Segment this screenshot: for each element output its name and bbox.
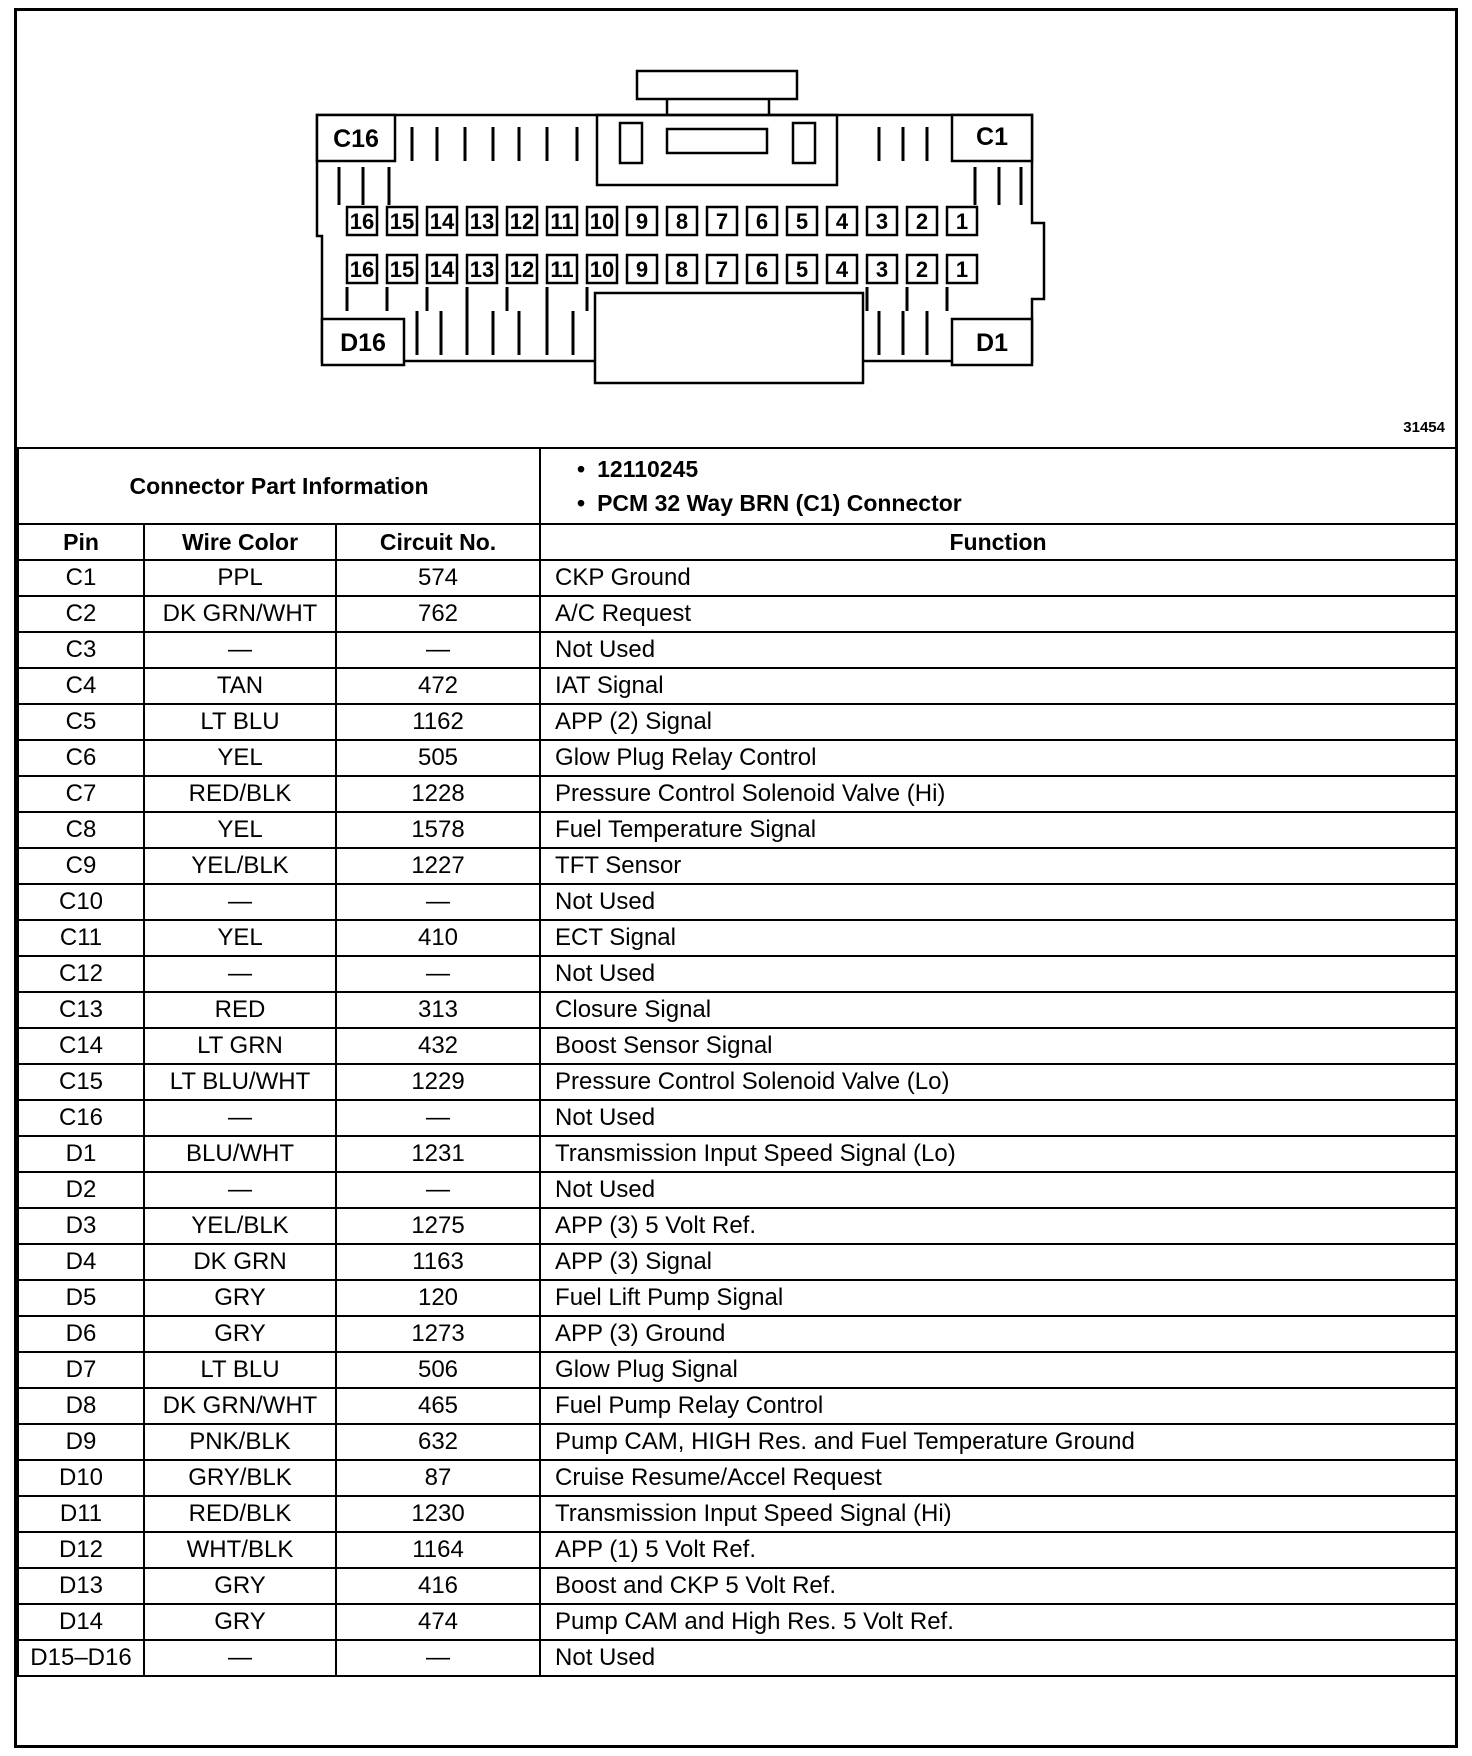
wire-color-cell: — [144, 1172, 336, 1208]
function-cell: Glow Plug Relay Control [540, 740, 1456, 776]
wire-color-cell: BLU/WHT [144, 1136, 336, 1172]
circuit-cell: 432 [336, 1028, 540, 1064]
figure-id: 31454 [1403, 419, 1445, 436]
circuit-cell: 1164 [336, 1532, 540, 1568]
c-cavity-number: 12 [509, 209, 535, 234]
wire-color-cell: LT BLU/WHT [144, 1064, 336, 1100]
circuit-cell: 1230 [336, 1496, 540, 1532]
pin-cell: D7 [18, 1352, 144, 1388]
table-row [18, 740, 1456, 776]
wire-color-cell: YEL [144, 740, 336, 776]
pin-cell: D11 [18, 1496, 144, 1532]
function-cell: Fuel Temperature Signal [540, 812, 1456, 848]
table-row [18, 776, 1456, 812]
pin-cell: D5 [18, 1280, 144, 1316]
wire-color-cell: YEL [144, 812, 336, 848]
table-row [18, 1352, 1456, 1388]
function-cell: Glow Plug Signal [540, 1352, 1456, 1388]
d-cavity-number: 9 [635, 257, 649, 282]
pin-cell: D2 [18, 1172, 144, 1208]
function-cell: Boost Sensor Signal [540, 1028, 1456, 1064]
function-cell: Not Used [540, 884, 1456, 920]
table-row [18, 1208, 1456, 1244]
function-cell: APP (3) Signal [540, 1244, 1456, 1280]
function-cell: Transmission Input Speed Signal (Lo) [540, 1136, 1456, 1172]
pin-cell: D1 [18, 1136, 144, 1172]
function-cell: Not Used [540, 956, 1456, 992]
circuit-cell: 472 [336, 668, 540, 704]
header-function: Function [540, 524, 1456, 560]
circuit-cell: 1228 [336, 776, 540, 812]
table-row [18, 632, 1456, 668]
function-cell: Transmission Input Speed Signal (Hi) [540, 1496, 1456, 1532]
table-row [18, 704, 1456, 740]
function-cell: APP (3) 5 Volt Ref. [540, 1208, 1456, 1244]
table-row [18, 812, 1456, 848]
circuit-cell: 505 [336, 740, 540, 776]
table-row [18, 992, 1456, 1028]
function-cell: APP (3) Ground [540, 1316, 1456, 1352]
table-row [18, 1460, 1456, 1496]
c-cavity-number: 16 [349, 209, 375, 234]
bullet: • [577, 490, 586, 516]
circuit-cell: — [336, 956, 540, 992]
pin-cell: C1 [18, 560, 144, 596]
d-cavity-number: 4 [835, 257, 849, 282]
c-cavity-number: 4 [835, 209, 849, 234]
function-cell: Pump CAM and High Res. 5 Volt Ref. [540, 1604, 1456, 1640]
connector-info-row [18, 448, 1456, 524]
function-cell: Fuel Pump Relay Control [540, 1388, 1456, 1424]
pin-cell: D4 [18, 1244, 144, 1280]
c-cavity-number: 11 [550, 209, 574, 234]
table-row [18, 1388, 1456, 1424]
wire-color-cell: GRY [144, 1280, 336, 1316]
circuit-cell: 410 [336, 920, 540, 956]
c-cavity-number: 6 [755, 209, 769, 234]
c-cavity-number: 1 [955, 209, 969, 234]
circuit-cell: 1273 [336, 1316, 540, 1352]
d-cavity-number: 10 [589, 257, 615, 282]
pin-cell: D10 [18, 1460, 144, 1496]
table-row [18, 1604, 1456, 1640]
circuit-cell: 416 [336, 1568, 540, 1604]
table-row [18, 1064, 1456, 1100]
wire-color-cell: PNK/BLK [144, 1424, 336, 1460]
d-cavity-number: 11 [550, 257, 574, 282]
wire-color-cell: GRY [144, 1604, 336, 1640]
pin-cell: D13 [18, 1568, 144, 1604]
circuit-cell: 87 [336, 1460, 540, 1496]
function-cell: APP (2) Signal [540, 704, 1456, 740]
table-row [18, 1100, 1456, 1136]
circuit-cell: — [336, 884, 540, 920]
circuit-cell: 762 [336, 596, 540, 632]
c-cavity-number: 14 [429, 209, 455, 234]
d-cavity-number: 1 [955, 257, 969, 282]
circuit-cell: 120 [336, 1280, 540, 1316]
circuit-cell: 632 [336, 1424, 540, 1460]
d-cavity-number: 2 [915, 257, 929, 282]
wire-color-cell: RED/BLK [144, 776, 336, 812]
pin-cell: C16 [18, 1100, 144, 1136]
wire-color-cell: YEL/BLK [144, 1208, 336, 1244]
label-d1: D1 [976, 329, 1008, 357]
function-cell: Fuel Lift Pump Signal [540, 1280, 1456, 1316]
pin-cell: C15 [18, 1064, 144, 1100]
wire-color-cell: DK GRN/WHT [144, 596, 336, 632]
table-row [18, 920, 1456, 956]
d-cavity-number: 8 [675, 257, 689, 282]
pin-cell: C11 [18, 920, 144, 956]
d-cavity-number: 15 [389, 257, 415, 282]
pin-cell: C8 [18, 812, 144, 848]
circuit-cell: 1275 [336, 1208, 540, 1244]
wire-color-cell: — [144, 1640, 336, 1676]
wire-color-cell: LT GRN [144, 1028, 336, 1064]
table-row [18, 1568, 1456, 1604]
table-row [18, 1280, 1456, 1316]
table-row [18, 1244, 1456, 1280]
c-cavity-number: 7 [715, 209, 729, 234]
d-cavity-number: 3 [875, 257, 889, 282]
function-cell: Closure Signal [540, 992, 1456, 1028]
pin-cell: C3 [18, 632, 144, 668]
wire-color-cell: WHT/BLK [144, 1532, 336, 1568]
circuit-cell: — [336, 1640, 540, 1676]
circuit-cell: 574 [336, 560, 540, 596]
function-cell: ECT Signal [540, 920, 1456, 956]
d-cavity-number: 12 [509, 257, 535, 282]
c-cavity-number: 9 [635, 209, 649, 234]
circuit-cell: 474 [336, 1604, 540, 1640]
table-row [18, 1496, 1456, 1532]
pin-cell: D14 [18, 1604, 144, 1640]
connector-diagram-panel [17, 11, 1455, 449]
function-cell: Pump CAM, HIGH Res. and Fuel Temperature Ground [540, 1424, 1456, 1460]
wire-color-cell: — [144, 956, 336, 992]
connector-info-label: Connector Part Information [18, 448, 540, 524]
table-row [18, 848, 1456, 884]
c-cavity-number: 3 [875, 209, 889, 234]
pin-cell: D8 [18, 1388, 144, 1424]
connector-diagram [17, 11, 1455, 447]
circuit-cell: 465 [336, 1388, 540, 1424]
pin-cell: C10 [18, 884, 144, 920]
c-cavity-number: 10 [589, 209, 615, 234]
circuit-cell: 1578 [336, 812, 540, 848]
function-cell: A/C Request [540, 596, 1456, 632]
circuit-cell: 1231 [336, 1136, 540, 1172]
d-cavity-number: 5 [795, 257, 809, 282]
wire-color-cell: RED/BLK [144, 1496, 336, 1532]
pin-cell: C12 [18, 956, 144, 992]
circuit-cell: 1229 [336, 1064, 540, 1100]
function-cell: IAT Signal [540, 668, 1456, 704]
table-row [18, 1424, 1456, 1460]
wire-color-cell: — [144, 884, 336, 920]
table-row [18, 1316, 1456, 1352]
pin-cell: C6 [18, 740, 144, 776]
circuit-cell: — [336, 1100, 540, 1136]
table-row [18, 596, 1456, 632]
pin-cell: D12 [18, 1532, 144, 1568]
bullet: • [577, 456, 586, 482]
pin-cell: C4 [18, 668, 144, 704]
d-cavity-number: 6 [755, 257, 769, 282]
function-cell: Cruise Resume/Accel Request [540, 1460, 1456, 1496]
function-cell: CKP Ground [540, 560, 1456, 596]
wire-color-cell: GRY [144, 1568, 336, 1604]
pin-cell: D15–D16 [18, 1640, 144, 1676]
function-cell: Not Used [540, 632, 1456, 668]
wire-color-cell: YEL [144, 920, 336, 956]
c-cavity-number: 15 [389, 209, 415, 234]
connector-info-items [540, 448, 1456, 524]
wire-color-cell: LT BLU [144, 1352, 336, 1388]
wire-color-cell: RED [144, 992, 336, 1028]
table-row [18, 1028, 1456, 1064]
c-cavity-number: 8 [675, 209, 689, 234]
pin-cell: D6 [18, 1316, 144, 1352]
table-row [18, 1532, 1456, 1568]
connector-sheet [14, 8, 1458, 1748]
d-cavity-number: 16 [349, 257, 375, 282]
circuit-cell: — [336, 1172, 540, 1208]
wire-color-cell: PPL [144, 560, 336, 596]
pin-cell: D3 [18, 1208, 144, 1244]
wire-color-cell: GRY [144, 1316, 336, 1352]
table-row [18, 668, 1456, 704]
pin-cell: C13 [18, 992, 144, 1028]
label-d16: D16 [340, 329, 386, 357]
circuit-cell: 1162 [336, 704, 540, 740]
label-c1: C1 [976, 123, 1008, 151]
function-cell: Not Used [540, 1172, 1456, 1208]
function-cell: Not Used [540, 1640, 1456, 1676]
wire-color-cell: LT BLU [144, 704, 336, 740]
wire-color-cell: DK GRN [144, 1244, 336, 1280]
c-cavity-number: 5 [795, 209, 809, 234]
pin-cell: C14 [18, 1028, 144, 1064]
function-cell: Boost and CKP 5 Volt Ref. [540, 1568, 1456, 1604]
header-circuit: Circuit No. [336, 524, 540, 560]
circuit-cell: 1163 [336, 1244, 540, 1280]
c-cavity-number: 13 [469, 209, 495, 234]
function-cell: APP (1) 5 Volt Ref. [540, 1532, 1456, 1568]
pin-cell: C2 [18, 596, 144, 632]
connector-description: • PCM 32 Way BRN (C1) Connector [577, 490, 962, 516]
table-row [18, 884, 1456, 920]
pin-cell: C5 [18, 704, 144, 740]
wire-color-cell: — [144, 1100, 336, 1136]
pinout-table [17, 447, 1457, 1677]
wire-color-cell: TAN [144, 668, 336, 704]
function-cell: TFT Sensor [540, 848, 1456, 884]
circuit-cell: 1227 [336, 848, 540, 884]
wire-color-cell: YEL/BLK [144, 848, 336, 884]
pin-cell: C9 [18, 848, 144, 884]
pin-cell: C7 [18, 776, 144, 812]
function-cell: Not Used [540, 1100, 1456, 1136]
d-cavity-number: 13 [469, 257, 495, 282]
label-c16: C16 [333, 125, 379, 153]
header-pin: Pin [18, 524, 144, 560]
table-row [18, 1172, 1456, 1208]
circuit-cell: — [336, 632, 540, 668]
wire-color-cell: — [144, 632, 336, 668]
connector-part-number: • 12110245 [577, 456, 699, 482]
table-row [18, 956, 1456, 992]
d-cavity-number: 14 [429, 257, 455, 282]
pin-cell: D9 [18, 1424, 144, 1460]
c-cavity-number: 2 [915, 209, 929, 234]
d-cavity-number: 7 [715, 257, 729, 282]
table-row [18, 1640, 1456, 1676]
header-wire-color: Wire Color [144, 524, 336, 560]
circuit-cell: 313 [336, 992, 540, 1028]
function-cell: Pressure Control Solenoid Valve (Lo) [540, 1064, 1456, 1100]
table-row [18, 560, 1456, 596]
circuit-cell: 506 [336, 1352, 540, 1388]
table-row [18, 1136, 1456, 1172]
wire-color-cell: GRY/BLK [144, 1460, 336, 1496]
header-row [18, 524, 1456, 560]
function-cell: Pressure Control Solenoid Valve (Hi) [540, 776, 1456, 812]
wire-color-cell: DK GRN/WHT [144, 1388, 336, 1424]
